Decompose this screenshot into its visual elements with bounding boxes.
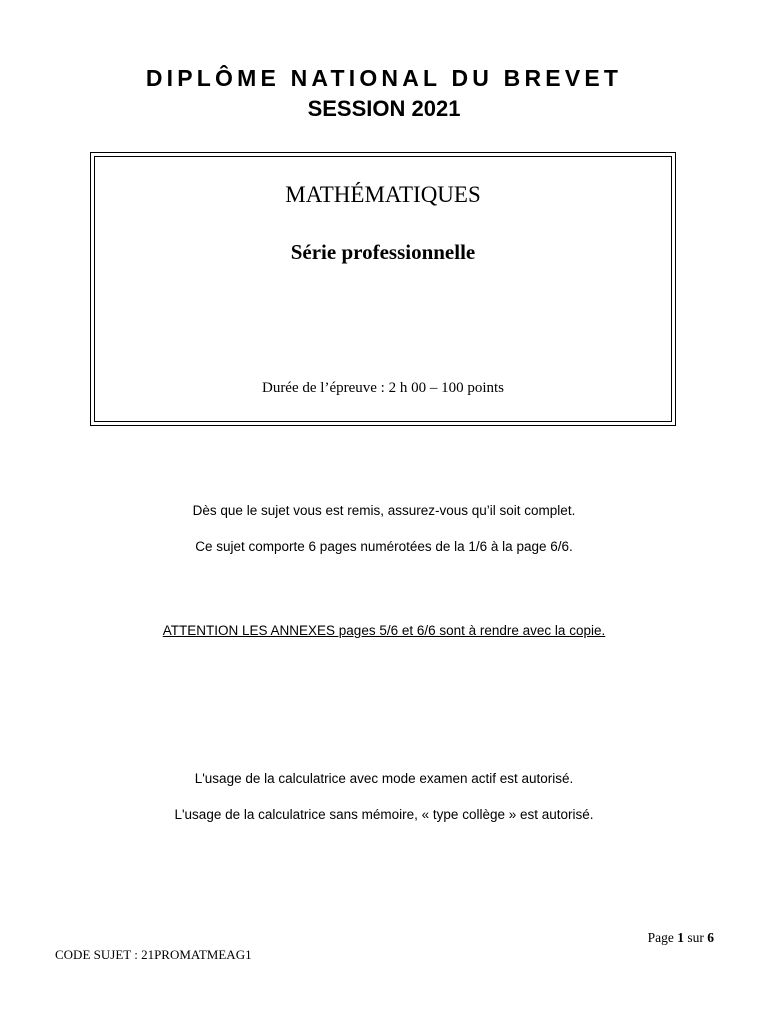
attention-period: . (601, 623, 606, 638)
instruction-page-count: Ce sujet comporte 6 pages numérotées de la 1/6 à la page 6/6. (195, 539, 573, 554)
attention-annexes (0, 623, 768, 638)
subject-code: CODE SUJET : 21PROMATMEAG1 (55, 947, 252, 962)
subject-title: MATHÉMATIQUES (285, 182, 481, 207)
calculator-rule-no-memory: L'usage de la calculatrice sans mémoire, « type collège » est autorisé. (174, 807, 594, 822)
attention-text: ATTENTION LES ANNEXES pages 5/6 et 6/6 sont à rendre avec la copie (162, 623, 602, 638)
exam-title: DIPLÔME NATIONAL DU BREVET (145, 65, 623, 91)
session-label: SESSION 2021 (307, 96, 461, 121)
serie-label: Série professionnelle (290, 240, 476, 264)
page-mid: sur (684, 930, 708, 945)
instruction-check-complete: Dès que le sujet vous est remis, assurez-vous qu’il soit complet. (192, 503, 576, 518)
calculator-rule-exam-mode: L'usage de la calculatrice avec mode examen actif est autorisé. (194, 771, 574, 786)
page-total: 6 (707, 930, 714, 945)
exam-duration: Durée de l’épreuve : 2 h 00 – 100 points (261, 380, 505, 396)
page-number (648, 930, 714, 946)
page-current: 1 (677, 930, 684, 945)
page-prefix: Page (647, 930, 678, 945)
document-header (0, 62, 768, 124)
